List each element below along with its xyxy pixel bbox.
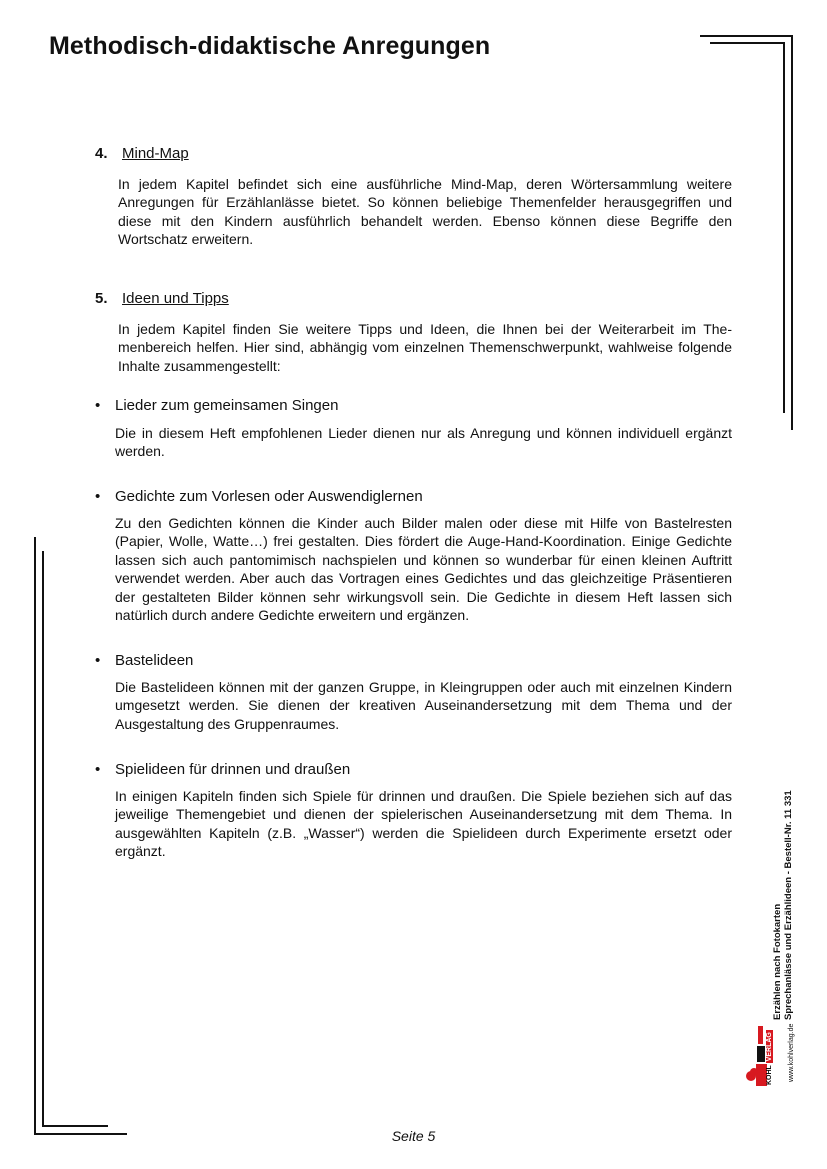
section-number: 4. bbox=[95, 145, 108, 162]
bullet-paragraph-spielideen: In einigen Kapiteln finden sich Spiele für drinnen und draußen. Die Spiele beziehen sich auf das jeweilige Themengebiet und dienen der spielerischen Auseinandersetzung mit dem Thema. In ausgewählten Kapiteln (z.B. „Wasser“) werden die Spielideen durch Experimente ersetzt oder ergänzt. bbox=[115, 788, 732, 860]
bullet-heading-bastelideen bbox=[95, 652, 193, 669]
bullet-heading-spielideen bbox=[95, 761, 350, 778]
frame-line-right-inner bbox=[783, 42, 785, 413]
page-number: Seite 5 bbox=[391, 1128, 436, 1144]
section-paragraph-mind-map: In jedem Kapitel befindet sich eine ausführliche Mind-Map, deren Wörtersammlung weitere Anregungen für Erzählanlässe bietet. So können beliebige Themenfelder herausgegriffen und diese mit den Kindern ausführlich behandelt werden. Ebenso können diese Begriffe den Wortschatz erweitern. bbox=[118, 176, 732, 248]
publisher-logo-wordmark bbox=[764, 1030, 775, 1085]
frame-line-bottom-inner bbox=[42, 1125, 108, 1127]
frame-line-top-right-inner bbox=[710, 42, 785, 44]
bullet-heading-gedichte bbox=[95, 488, 423, 505]
bullet-title: Gedichte zum Vorlesen oder Auswendiglernen bbox=[115, 488, 423, 505]
bullet-marker: • bbox=[95, 652, 101, 669]
publisher-badge-text: VERLAG bbox=[766, 1032, 773, 1062]
bullet-paragraph-gedichte: Zu den Gedichten können die Kinder auch Bilder malen oder diese mit Hilfe von Bastelresten (Papier, Wolle, Watte…) frei gestalten. Dies fördert die Auge-Hand-Koordination. Einige Gedichte lassen sich auch pantomimisch nachspielen und können so wunderbar für einen kleinen Auftritt verwendet werden. Aber auch das Vortragen eines Gedichtes und das gleichzeitige Präsentieren der gestalteten Bilder können sehr wirkungsvoll sein. Die Gedichte in diesem Heft lassen sich natürlich durch andere Gedichte erweitern und ergänzen. bbox=[115, 515, 732, 624]
bullet-title: Lieder zum gemeinsamen Singen bbox=[115, 397, 339, 414]
bullet-marker: • bbox=[95, 488, 101, 505]
section-paragraph-ideen-tipps: In jedem Kapitel finden Sie weitere Tipps und Ideen, die Ihnen bei der Weiterarbeit im Themenbereich helfen. Hier sind, abhängig vom einzelnen Themenschwerpunkt, wahlweise folgende Inhalte zusammengestellt: bbox=[118, 321, 732, 374]
sidebar-book-title-order-number: Sprechanlässe und Erzählideen - Bestell-Nr. 11 331 bbox=[783, 790, 794, 1020]
publisher-website-text: www.kohlverlag.de bbox=[788, 1023, 795, 1082]
section-heading-mind-map bbox=[95, 145, 189, 162]
bullet-paragraph-lieder: Die in diesem Heft empfohlenen Lieder dienen nur als Anregung und können individuell ergänzt werden. bbox=[115, 425, 732, 460]
bullet-marker: • bbox=[95, 761, 101, 778]
publisher-brand-text: KOHL bbox=[766, 1065, 773, 1085]
frame-line-left-inner bbox=[42, 551, 44, 1127]
page-title: Methodisch-didaktische Anregungen bbox=[49, 32, 491, 60]
section-title: Mind-Map bbox=[122, 145, 189, 162]
bullet-paragraph-bastelideen: Die Bastelideen können mit der ganzen Gruppe, in Kleingruppen oder auch mit einzelnen Kindern umgesetzt werden. Sie dienen der kreativen Auseinandersetzung mit dem Thema und der Ausgestaltung des Gruppenraumes. bbox=[115, 679, 732, 732]
frame-line-top-right-outer bbox=[700, 35, 793, 37]
section-number: 5. bbox=[95, 290, 108, 307]
frame-line-left-outer bbox=[34, 537, 36, 1135]
bullet-heading-lieder bbox=[95, 397, 338, 414]
sidebar-publication-info bbox=[772, 790, 794, 1020]
publisher-website bbox=[786, 1024, 797, 1082]
section-heading-ideen-tipps bbox=[95, 290, 229, 307]
bullet-marker: • bbox=[95, 397, 101, 414]
bullet-title: Spielideen für drinnen und draußen bbox=[115, 761, 351, 778]
section-title: Ideen und Tipps bbox=[122, 290, 229, 307]
bullet-title: Bastelideen bbox=[115, 652, 194, 669]
sidebar-series-title: Erzählen nach Fotokarten bbox=[772, 903, 783, 1020]
frame-line-right-outer bbox=[791, 35, 793, 430]
